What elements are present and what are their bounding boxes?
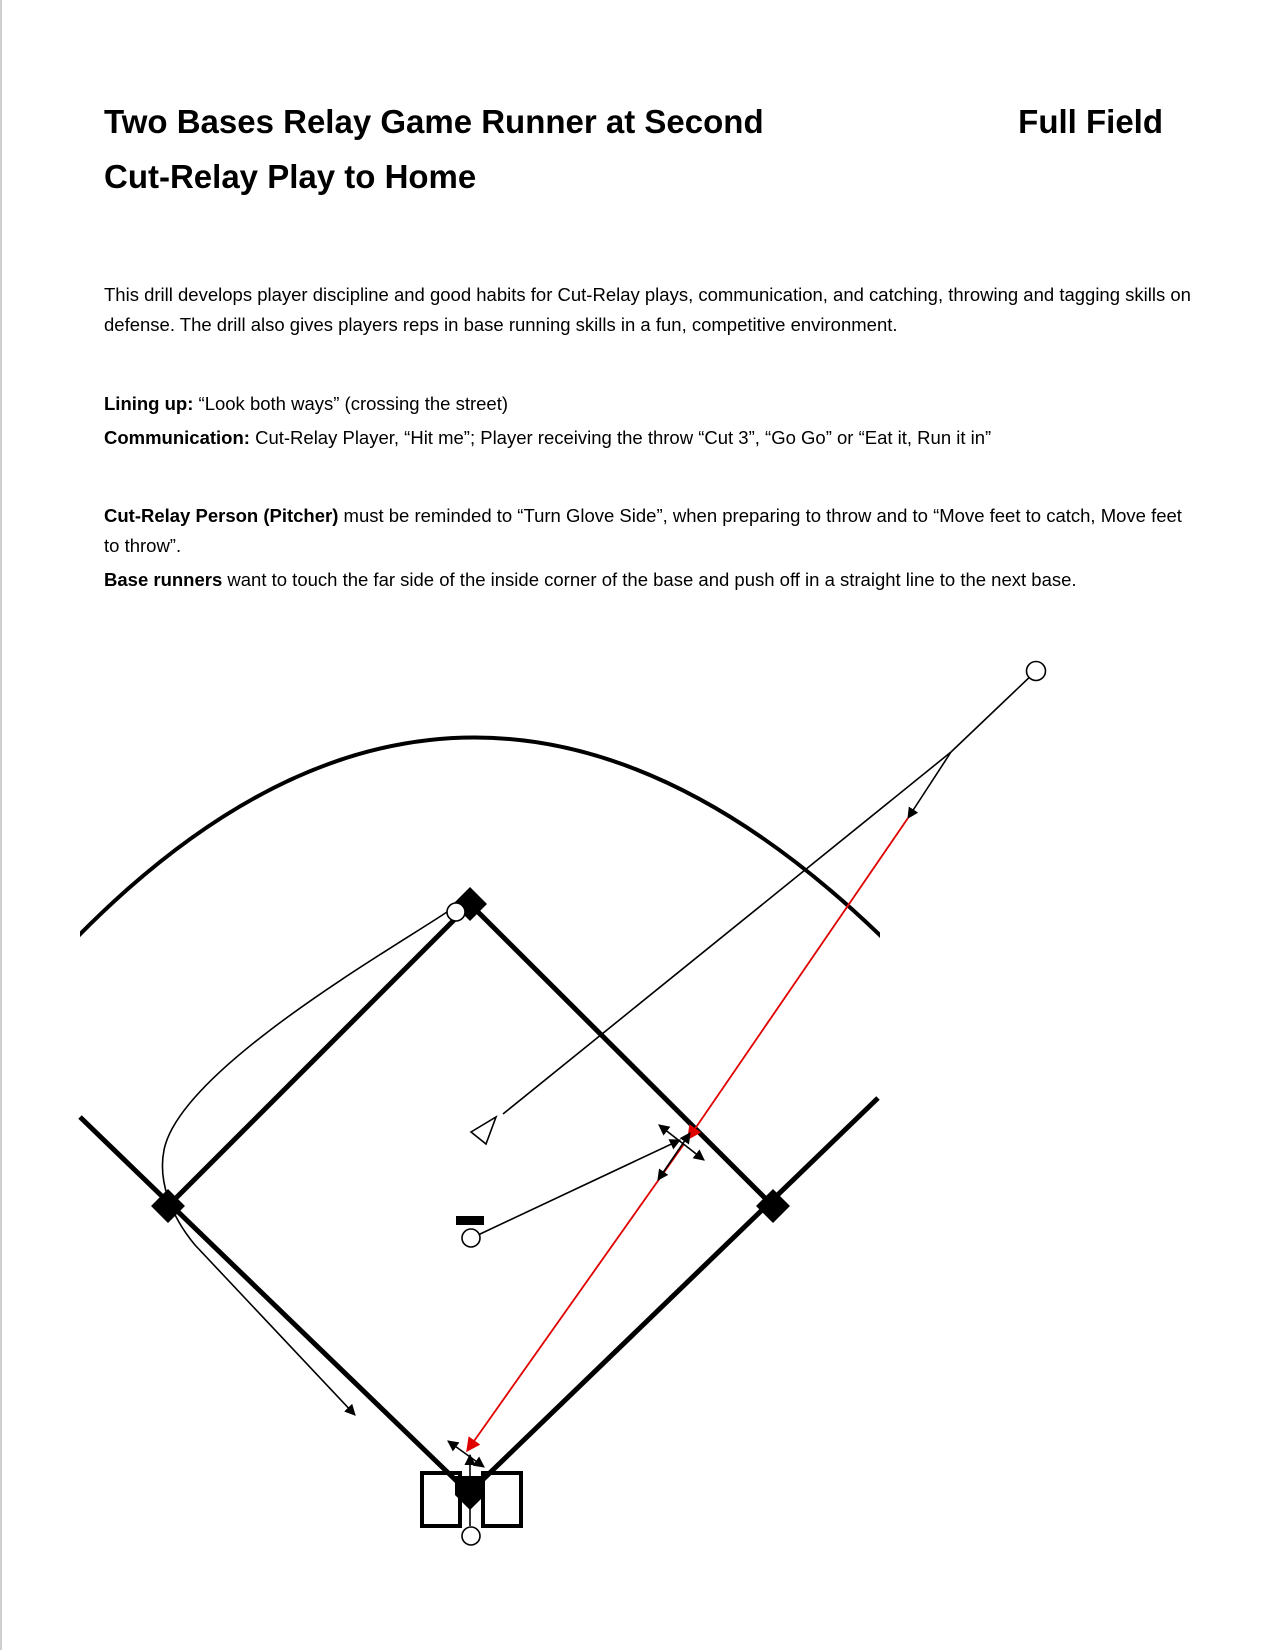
- relay-throw-to-home: [467, 1144, 684, 1451]
- base-runners-label: Base runners: [104, 569, 223, 590]
- pitcher-rubber: [456, 1216, 484, 1225]
- catcher-arrow: [448, 1441, 484, 1467]
- field-type-label: Full Field: [1018, 103, 1163, 140]
- cut-relay-label: Cut-Relay Person (Pitcher): [104, 505, 339, 526]
- cut-relay-text: must be reminded to “Turn Glove Side”, when preparing to throw and to “Move feet to catch, Move feet to throw”.: [104, 505, 1182, 556]
- page-title: Two Bases Relay Game Runner at Second: [104, 103, 764, 140]
- communication-label: Communication:: [104, 427, 250, 448]
- lining-up-text: “Look both ways” (crossing the street): [198, 393, 509, 414]
- catcher-player-marker: [462, 1527, 480, 1545]
- runner-route: [162, 912, 447, 1415]
- communication-text: Cut-Relay Player, “Hit me”; Player receiving the throw “Cut 3”, “Go Go” or “Eat it, Run it in”: [255, 427, 992, 448]
- base-runners-text: want to touch the far side of the inside corner of the base and push off in a straight line to the next base.: [227, 569, 1077, 590]
- left-foul-line: [80, 1117, 469, 1493]
- shortstop-player-marker: [462, 1229, 480, 1247]
- pitcher-triangle-marker: [471, 1117, 496, 1144]
- basepath-first-second: [470, 904, 773, 1206]
- lining-up-label: Lining up:: [104, 393, 194, 414]
- pitcher-route: [503, 752, 951, 1114]
- page-subtitle: Cut-Relay Play to Home: [104, 158, 477, 195]
- basepath-second-third: [168, 904, 470, 1206]
- outfield-fence-arc: [60, 738, 900, 956]
- cutoff-position-arrow-2: [658, 1133, 690, 1180]
- intro-paragraph: This drill develops player discipline and good habits for Cut-Relay plays, communication, and catching, throwing and tagging skills on defense. The drill also gives players reps in base running skills in a fun, competitive environment.: [104, 284, 1191, 335]
- outfielder-route: [951, 671, 1036, 752]
- right-batter-box: [483, 1473, 521, 1526]
- outfielder-player-marker: [1027, 662, 1046, 681]
- shortstop-route: [478, 1140, 680, 1235]
- ball-to-cutoff: [908, 752, 951, 818]
- runner-player-marker: [447, 903, 465, 921]
